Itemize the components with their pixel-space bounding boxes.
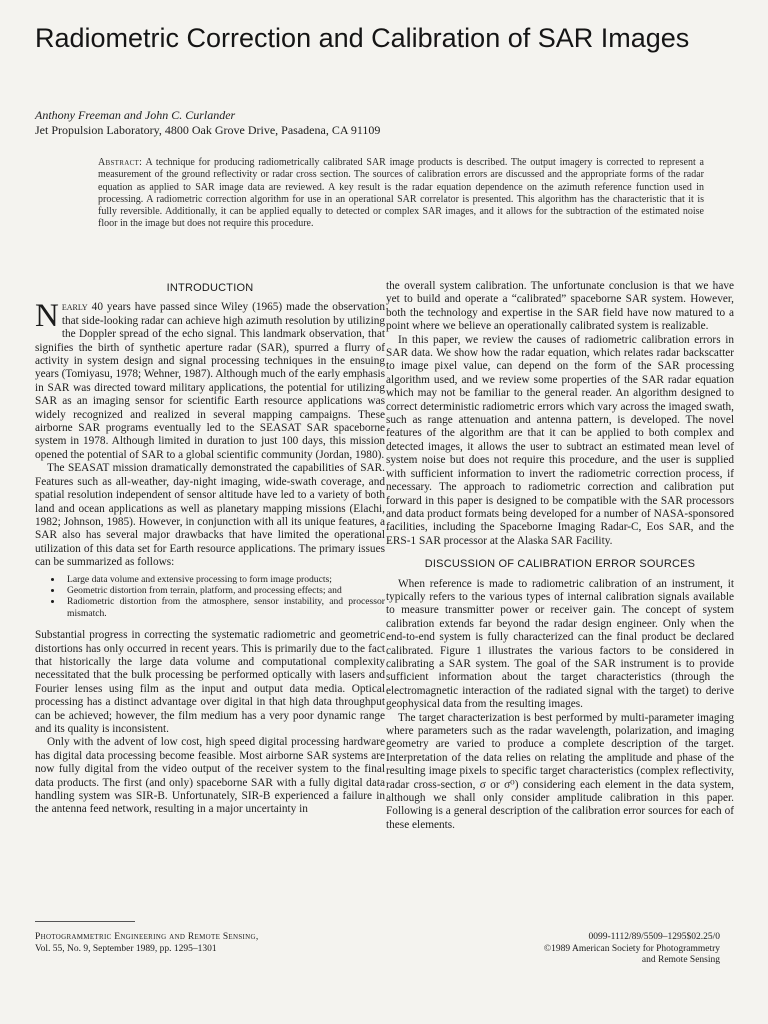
copyright-block [470,932,720,967]
abstract [98,157,704,231]
discussion-paragraph-1: When reference is made to radiometric calibration of an instrument, it typically refers to the various types of internal calibration signals available to measure transmitter power or receiver gain. The concept of system calibration extends far beyond the radar design engineer. Only when the end-to-end system is fully characterized can the final product be declared calibrated. Figure 1 illustrates the various factors to be considered in calibrating a SAR system. The goal of the SAR instrument is to provide sufficient information about the target characteristics (through the electromagnetic interaction of the radiated signal with the target) to derive geophysical data from the resulting images. [386,577,734,711]
abstract-label: Abstract: [98,157,143,168]
right-column [386,280,734,832]
abstract-text: A technique for producing radiometrically calibrated SAR image products is described. The output imagery is corrected to represent a measurement of the ground reflectivity or radar cross section. The sources of calibration errors are discussed and the appropriate forms of the radar equation as applied to SAR image data are reviewed. A key result is the radar equation dependence on the azimuth reference function used in processing. A radiometric correction algorithm for use in an operational SAR correlator is presented. This algorithm has the characteristic that it is fully reversible. Additionally, it can be applied equally to detected or complex SAR images, and it allows for the subtraction of the estimated noise floor in the image but does not require this procedure. [98,157,704,230]
list-item: • Geometric distortion from terrain, platform, and processing effects; and [63,585,385,596]
paper-title: Radiometric Correction and Calibration of SAR Images [35,23,690,53]
copyright-line: ©1989 American Society for Photogrammetry [543,943,720,954]
intro-p1-text: 40 years have passed since Wiley (1965) made the observation that side-looking radar can achieve high azimuth resolution by utilizing the Doppler spread of the echo signal. This landmark observation, that signifies the birth of synthetic aperture radar (SAR), spurred a flurry of activity in system design and signal processing techniques in the ensuing years (Tomiyasu, 1978; Wehner, 1987). Although much of the early emphasis in SAR was directed toward military applications, the potential for utilizing SAR as an imaging sensor for scientific Earth resource applications was widely recognized and realized in several mapping campaigns. These airborne SAR programs eventually led to the SEASAT SAR spaceborne system in 1978. Although limited in duration to just 100 days, this mission opened the potential of SAR to a global scientific community (Jordan, 1980). [35,301,385,461]
drop-cap: N [35,298,59,335]
discussion-paragraph-2: The target characterization is best performed by multi-parameter imaging where parameters such as the radar wavelength, polarization, and imaging geometry are varied to produce a complete description of the target. Interpretation of the data relies on relating the amplitude and phase of the resulting image pixels to specific target characteristics (complex reflectivity, radar cross-section, σ or σ⁰) considering each element in the data system, although we shall only consider amplitude calibration in this paper. Following is a general description of the calibration error sources for each of these elements. [386,711,734,831]
society-line: and Remote Sensing [641,955,720,965]
discussion-heading: DISCUSSION OF CALIBRATION ERROR SOURCES [424,558,696,571]
intro-paragraph-4: Only with the advent of low cost, high speed digital processing hardware has digital data processing become feasible. Most airborne SAR systems are now fully digital from the video output of the receiver system to the final data products. The first (and only) spaceborne SAR with a fully digital data handling system was SIR-B. Unfortunately, SIR-B experienced a failure in the antenna feed network, resulting in a major uncertainty in [35,736,385,816]
journal-name: Photogrammetric Engineering and Remote Sensing, [35,932,259,942]
intro-paragraph-1 [35,298,385,462]
introduction-heading: INTRODUCTION [166,282,254,294]
journal-citation [35,932,259,955]
list-item: • Radiometric distortion from the atmosphere, sensor instability, and processor mismatch. [63,596,385,619]
intro-paragraph-3: Substantial progress in correcting the systematic radiometric and geometric distortions has only occurred in recent years. This is primarily due to the fact that historically the large data volume and computational complexity necessitated that the bulk processing be performed optically with lasers and Fourier lenses using film as the input and output data media. Optical processing has a distinct advantage over digital in that high data throughput can be achieved; however, the film medium has a very poor dynamic range and its quality is inconsistent. [35,629,385,735]
article-code: 0099-1112/89/5509–1295$02.25/0 [588,932,720,942]
affiliation: Jet Propulsion Laboratory, 4800 Oak Grove Drive, Pasadena, CA 91109 [35,123,381,137]
journal-volume: Vol. 55, No. 9, September 1989, pp. 1295–1301 [35,943,217,954]
authors: Anthony Freeman and John C. Curlander [35,108,236,122]
footnote-rule [35,921,135,922]
issues-list [35,574,385,620]
intro-paragraph-6: In this paper, we review the causes of radiometric calibration errors in SAR data. We show how the radar equation, which relates radar backscatter to image pixel value, can depend on the form of the SAR processing algorithm used, and we review some properties of the SAR radar equation which may not be familiar to the general reader. An algorithm designed to correct deterministic radiometric errors which vary across the imaged swath, such as range attenuation and antenna pattern, is developed. The novel features of the algorithm are that it can be applied to both complex and detected images, it allows the user to subtract an estimated mean level of system noise but does not require this procedure, and the user is supplied with sufficient information to invert the radiometric correction process, if necessary. The approach to radiometric correction and calibration put forward in this paper is designed to be compatible with the SAR processors and data product formats being developed for a number of NASA-sponsored facilities, including the Spaceborne Imaging Radar-C, Eos SAR, and the ERS-1 SAR processor at the Alaska SAR Facility. [386,333,734,547]
list-item: • Large data volume and extensive processing to form image products; [63,574,385,585]
intro-lead-word: early [61,301,88,314]
intro-paragraph-2: The SEASAT mission dramatically demonstrated the capabilities of SAR. Features such as all-weather, day-night imaging, wide-swath coverage, and spatial resolution independent of sensor altitude have led to a variety of both land and ocean applications as well as planetary mapping missions (Elachi, 1982; Johnson, 1985). However, in conjunction with all its unique features, a SAR also has several major drawbacks that have limited the operational utilization of this data set for Earth resource applications. The primary issues can be summarized as follows: [35,462,385,569]
intro-paragraph-5: the overall system calibration. The unfortunate conclusion is that we have yet to build and operate a “calibrated” spaceborne SAR system. However, both the technology and expertise in the SAR field have now matured to a point where we believe an operationally calibrated system is realizable. [386,280,734,333]
left-column [35,282,385,817]
